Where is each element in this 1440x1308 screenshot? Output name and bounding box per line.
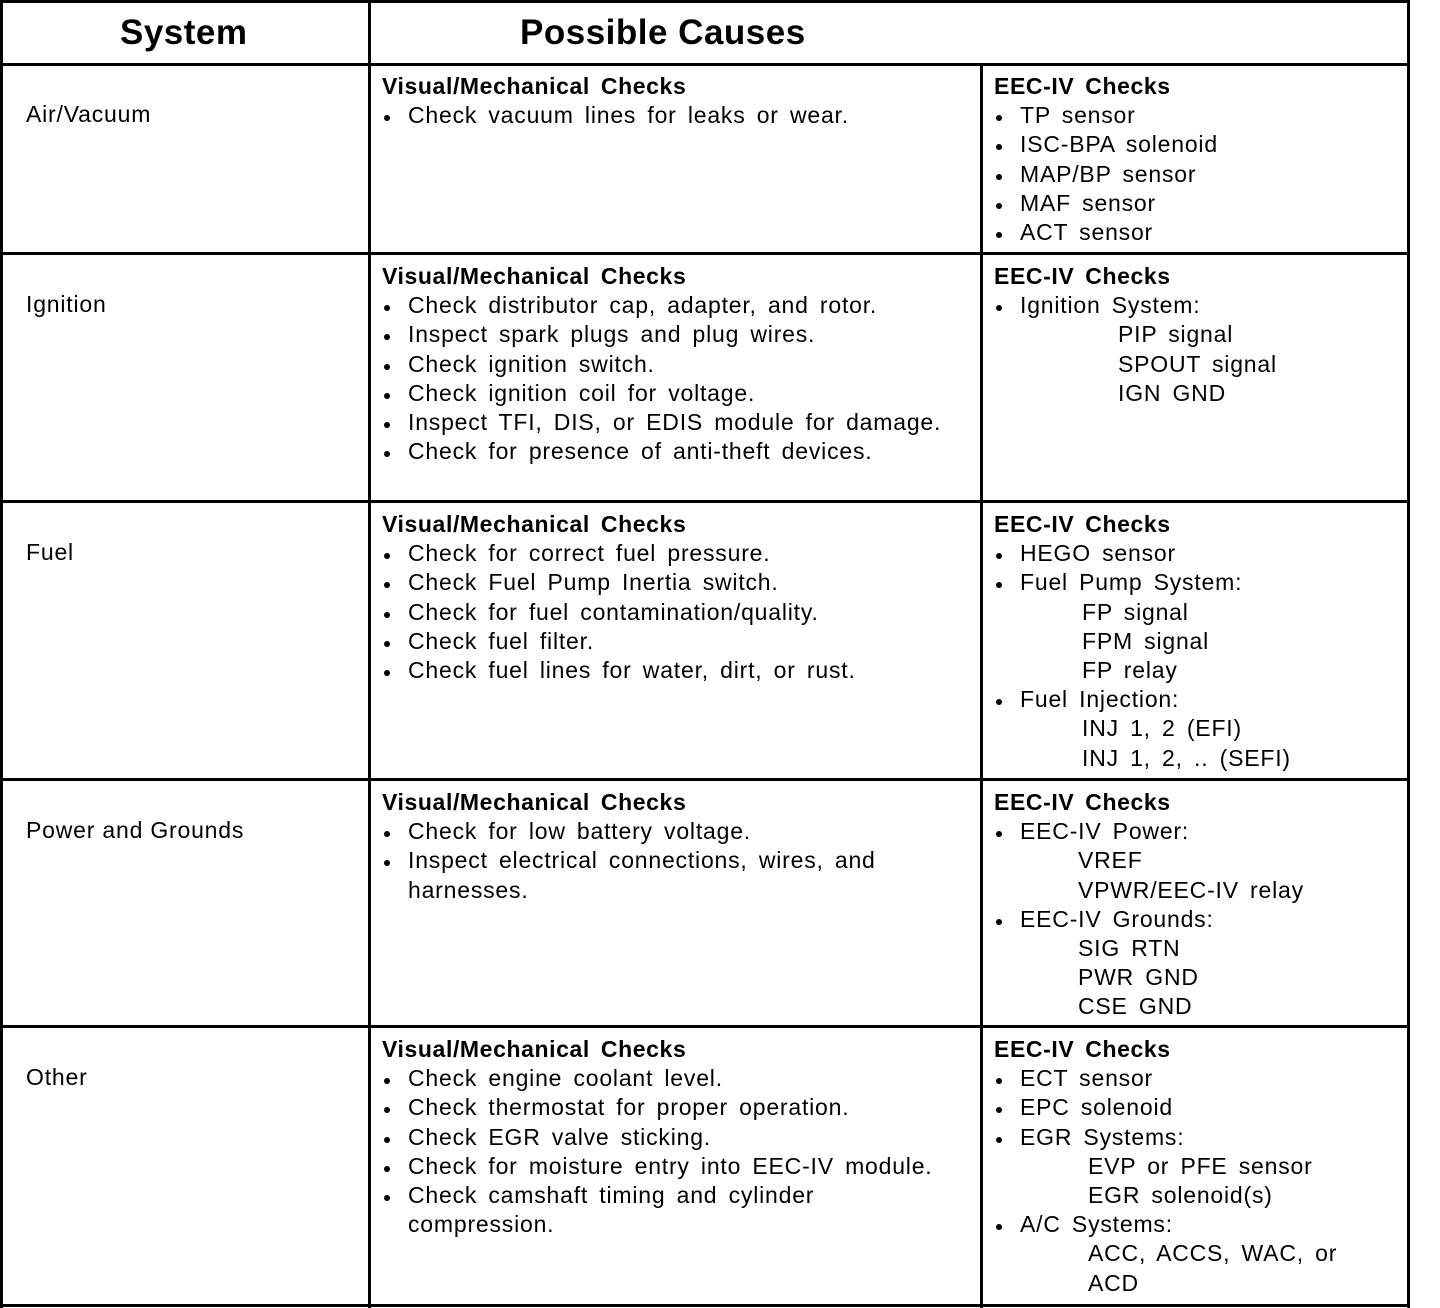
visual-mechanical-checks xyxy=(382,1035,942,1239)
list-item: Check camshaft timing and cylinder compression. xyxy=(382,1181,942,1239)
eec-checks-list xyxy=(994,1064,1399,1298)
list-item: Fuel Injection: xyxy=(994,685,1399,714)
sub-item: EGR solenoid(s) xyxy=(1088,1182,1273,1209)
sub-item: CSE GND xyxy=(1078,993,1193,1020)
list-item: Ignition System: xyxy=(994,291,1399,320)
sub-item: IGN GND xyxy=(1118,379,1226,406)
eec-checks-list xyxy=(994,101,1399,247)
list-item: Check thermostat for proper operation. xyxy=(382,1093,942,1122)
eec-iv-checks xyxy=(994,1035,1399,1298)
list-item: Check for presence of anti-theft devices. xyxy=(382,437,942,466)
eec-checks-title: EEC-IV Checks xyxy=(994,511,1171,537)
sub-item: INJ 1, 2, .. (SEFI) xyxy=(1082,744,1291,771)
visual-checks-list xyxy=(382,291,942,466)
row-divider-2 xyxy=(0,500,1410,503)
sub-item: PWR GND xyxy=(1078,964,1199,991)
list-item: Inspect electrical connections, wires, and harnesses. xyxy=(382,846,942,904)
system-name: Air/Vacuum xyxy=(26,101,152,127)
sub-item: SPOUT signal xyxy=(1118,350,1277,377)
list-item: Check vacuum lines for leaks or wear. xyxy=(382,101,942,130)
list-item: Check for correct fuel pressure. xyxy=(382,539,942,568)
sub-item: INJ 1, 2 (EFI) xyxy=(1082,715,1242,742)
visual-checks-title: Visual/Mechanical Checks xyxy=(382,789,687,815)
sub-item: FPM signal xyxy=(1082,627,1210,654)
sub-item: FP signal xyxy=(1082,598,1189,625)
sub-item: SIG RTN xyxy=(1078,935,1181,962)
visual-checks-title: Visual/Mechanical Checks xyxy=(382,511,687,537)
eec-checks-title: EEC-IV Checks xyxy=(994,1036,1171,1062)
list-item: Check EGR valve sticking. xyxy=(382,1123,942,1152)
header-possible-causes: Possible Causes xyxy=(520,13,806,52)
visual-checks-list xyxy=(382,101,942,130)
list-item: EEC-IV Grounds: xyxy=(994,905,1399,934)
list-item: Fuel Pump System: xyxy=(994,568,1399,597)
list-item: MAF sensor xyxy=(994,189,1399,218)
system-name: Power and Grounds xyxy=(26,817,245,843)
list-item: Inspect spark plugs and plug wires. xyxy=(382,320,942,349)
list-item: Check fuel lines for water, dirt, or rust. xyxy=(382,656,942,685)
eec-iv-checks xyxy=(994,72,1399,247)
eec-checks-title: EEC-IV Checks xyxy=(994,73,1171,99)
border-right xyxy=(1407,0,1410,1308)
sub-item: EVP or PFE sensor xyxy=(1088,1152,1313,1179)
sub-item: VPWR/EEC-IV relay xyxy=(1078,876,1304,903)
list-item: Check engine coolant level. xyxy=(382,1064,942,1093)
list-item: Check Fuel Pump Inertia switch. xyxy=(382,568,942,597)
sub-item: FP relay xyxy=(1082,657,1178,684)
list-item: MAP/BP sensor xyxy=(994,160,1399,189)
sub-item: ACD xyxy=(1088,1269,1139,1296)
list-item: ACT sensor xyxy=(994,218,1399,247)
visual-checks-list xyxy=(382,539,942,685)
list-item: A/C Systems: xyxy=(994,1210,1399,1239)
list-item: EPC solenoid xyxy=(994,1093,1399,1122)
eec-checks-list xyxy=(994,539,1399,773)
eec-iv-checks xyxy=(994,788,1399,1022)
list-item: Inspect TFI, DIS, or EDIS module for damage. xyxy=(382,408,942,437)
row-divider-4 xyxy=(0,1025,1410,1028)
sub-item: ACC, ACCS, WAC, or xyxy=(1088,1240,1338,1267)
list-item: Check ignition switch. xyxy=(382,350,942,379)
list-item: Check fuel filter. xyxy=(382,627,942,656)
row-divider-1 xyxy=(0,252,1410,255)
visual-mechanical-checks xyxy=(382,788,942,905)
visual-mechanical-checks xyxy=(382,72,942,130)
list-item: Check ignition coil for voltage. xyxy=(382,379,942,408)
border-left xyxy=(0,0,3,1308)
eec-checks-title: EEC-IV Checks xyxy=(994,263,1171,289)
system-name: Other xyxy=(26,1064,88,1090)
visual-checks-title: Visual/Mechanical Checks xyxy=(382,73,687,99)
visual-checks-list xyxy=(382,1064,942,1239)
system-name: Fuel xyxy=(26,539,74,565)
eec-checks-list xyxy=(994,291,1399,408)
visual-mechanical-checks xyxy=(382,510,942,685)
list-item: Check for low battery voltage. xyxy=(382,817,942,846)
visual-mechanical-checks xyxy=(382,262,942,466)
eec-checks-title: EEC-IV Checks xyxy=(994,789,1171,815)
sub-item: VREF xyxy=(1078,847,1143,874)
sub-item: PIP signal xyxy=(1118,321,1234,348)
divider-checks xyxy=(980,63,983,1308)
border-bottom xyxy=(0,1304,1410,1307)
divider-system xyxy=(368,0,371,1308)
eec-iv-checks xyxy=(994,510,1399,773)
eec-iv-checks xyxy=(994,262,1399,408)
list-item: Check for fuel contamination/quality. xyxy=(382,598,942,627)
list-item: EGR Systems: xyxy=(994,1123,1399,1152)
list-item: EEC-IV Power: xyxy=(994,817,1399,846)
list-item: Check for moisture entry into EEC-IV module. xyxy=(382,1152,942,1181)
list-item: ISC-BPA solenoid xyxy=(994,130,1399,159)
visual-checks-list xyxy=(382,817,942,905)
list-item: HEGO sensor xyxy=(994,539,1399,568)
eec-checks-list xyxy=(994,817,1399,1021)
header-system: System xyxy=(120,13,248,52)
visual-checks-title: Visual/Mechanical Checks xyxy=(382,263,687,289)
list-item: Check distributor cap, adapter, and rotor. xyxy=(382,291,942,320)
row-divider-3 xyxy=(0,778,1410,781)
list-item: ECT sensor xyxy=(994,1064,1399,1093)
visual-checks-title: Visual/Mechanical Checks xyxy=(382,1036,687,1062)
list-item: TP sensor xyxy=(994,101,1399,130)
system-name: Ignition xyxy=(26,291,107,317)
